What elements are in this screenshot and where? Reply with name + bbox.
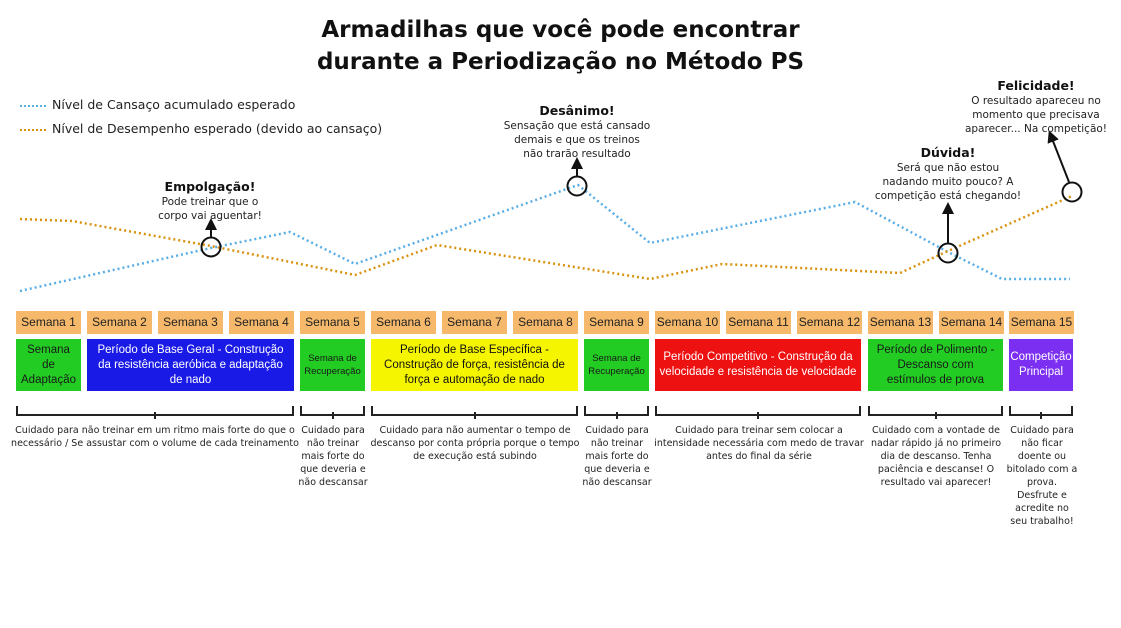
bracket-base-general: [16, 406, 294, 416]
annotation-text: nadando muito pouco? A: [882, 176, 1014, 188]
phase-main-competition: Competição Principal: [1009, 339, 1073, 391]
week-box: Semana 3: [158, 311, 223, 334]
caution-note-competitive: [652, 424, 866, 463]
annotation-text: corpo vai aguentar!: [158, 210, 262, 222]
note-line: Cuidado para: [1010, 425, 1074, 436]
week-box: Semana 12: [797, 311, 862, 334]
note-line: não ficar: [1021, 438, 1063, 449]
desanimo-marker: [568, 177, 587, 196]
note-line: mais forte do: [585, 451, 649, 462]
note-line: antes do final da série: [706, 451, 812, 462]
note-line: Cuidado para não aumentar o tempo de: [379, 425, 571, 436]
annotation-text: Pode treinar que o: [161, 196, 259, 208]
phase-base-specific: Período de Base Específica - Construção de força, resistência de força e automação de nado: [371, 339, 578, 391]
caution-note-base-general: [10, 424, 300, 450]
annotation-duvida: [862, 144, 1034, 203]
note-line: prova.: [1026, 477, 1057, 488]
annotation-text: Será que não estou: [896, 162, 1000, 174]
note-line: Cuidado com a vontade de: [872, 425, 1000, 436]
caution-note-recovery-2: [578, 424, 656, 489]
week-box: Semana 5: [300, 311, 365, 334]
annotation-text: O resultado apareceu no: [971, 95, 1101, 107]
annotation-heading: Desânimo!: [539, 103, 615, 118]
week-box: Semana 4: [229, 311, 294, 334]
annotation-heading: Dúvida!: [920, 145, 976, 160]
note-line: descanso por conta própria porque o tempo: [370, 438, 580, 449]
note-line: intensidade necessária com medo de travar: [654, 438, 864, 449]
felicidade-arrow: [1051, 136, 1069, 182]
title-line-1: Armadilhas que você pode encontrar: [321, 17, 800, 43]
note-line: não treinar: [590, 438, 644, 449]
note-line: bitolado com a: [1006, 464, 1078, 475]
annotation-heading: Felicidade!: [997, 78, 1075, 93]
week-box: Semana 8: [513, 311, 578, 334]
phase-base-general: Período de Base Geral - Construção da resistência aeróbica e adaptação de nado: [87, 339, 294, 391]
note-line: seu trabalho!: [1010, 516, 1074, 527]
caution-note-competition: [1002, 424, 1082, 528]
annotation-text: Sensação que está cansado: [503, 120, 651, 132]
annotation-heading: Empolgação!: [164, 179, 256, 194]
note-line: mais forte do: [301, 451, 365, 462]
annotation-text: momento que precisava: [972, 109, 1100, 121]
title-line-2: durante a Periodização no Método PS: [316, 49, 805, 75]
week-box: Semana 10: [655, 311, 720, 334]
note-line: Cuidado para: [585, 425, 649, 436]
caution-note-base-specific: [368, 424, 582, 463]
phase-adaptation: Semana de Adaptação: [16, 339, 81, 391]
phase-polishing: Período de Polimento - Descanso com estímulos de prova: [868, 339, 1003, 391]
legend-performance-label: Nível de Desempenho esperado (devido ao cansaço): [52, 121, 383, 136]
week-box: Semana 9: [584, 311, 649, 334]
note-line: resultado vai aparecer!: [880, 477, 992, 488]
annotation-empolgacao: [130, 178, 290, 223]
week-box: Semana 1: [16, 311, 81, 334]
bracket-recovery-2: [584, 406, 649, 416]
note-line: necessário / Se assustar com o volume de cada treinamento: [11, 438, 299, 449]
note-line: não descansar: [298, 477, 368, 488]
annotation-text: demais e que os treinos: [514, 134, 640, 146]
week-box: Semana 6: [371, 311, 436, 334]
annotation-felicidade: [952, 77, 1120, 136]
week-box: Semana 14: [939, 311, 1004, 334]
note-line: Cuidado para: [301, 425, 365, 436]
annotation-text: aparecer... Na competição!: [964, 123, 1108, 135]
note-line: de execução está subindo: [413, 451, 537, 462]
annotation-desanimo: [492, 102, 662, 161]
note-line: dia de descanso. Tenha: [880, 451, 992, 462]
phase-competitive: Período Competitivo - Construção da velocidade e resistência de velocidade: [655, 339, 861, 391]
week-box: Semana 15: [1009, 311, 1074, 334]
week-box: Semana 11: [726, 311, 791, 334]
felicidade-marker: [1063, 183, 1082, 202]
caution-note-recovery-1: [294, 424, 372, 489]
bracket-base-specific: [371, 406, 578, 416]
caution-note-polishing: [862, 424, 1010, 489]
note-line: paciência e descanse! O: [877, 464, 995, 475]
bracket-competitive: [655, 406, 861, 416]
week-box: Semana 7: [442, 311, 507, 334]
note-line: doente ou: [1017, 451, 1067, 462]
bracket-competition: [1009, 406, 1073, 416]
bracket-polishing: [868, 406, 1003, 416]
phase-recovery-2: Semana de Recuperação: [584, 339, 649, 391]
note-line: não treinar: [306, 438, 360, 449]
annotation-text: não trarão resultado: [523, 148, 631, 160]
note-line: Cuidado para não treinar em um ritmo mais forte do que o: [15, 425, 295, 436]
annotation-text: competição está chegando!: [874, 190, 1022, 202]
week-box: Semana 13: [868, 311, 933, 334]
legend-fatigue-label: Nível de Cansaço acumulado esperado: [52, 97, 296, 112]
note-line: que deveria e: [584, 464, 650, 475]
note-line: que deveria e: [300, 464, 366, 475]
note-line: não descansar: [582, 477, 652, 488]
week-box: Semana 2: [87, 311, 152, 334]
bracket-recovery-1: [300, 406, 365, 416]
note-line: acredite no: [1015, 503, 1069, 514]
phase-recovery-1: Semana de Recuperação: [300, 339, 365, 391]
note-line: nadar rápido já no primeiro: [870, 438, 1002, 449]
note-line: Cuidado para treinar sem colocar a: [675, 425, 843, 436]
note-line: Desfrute e: [1017, 490, 1067, 501]
